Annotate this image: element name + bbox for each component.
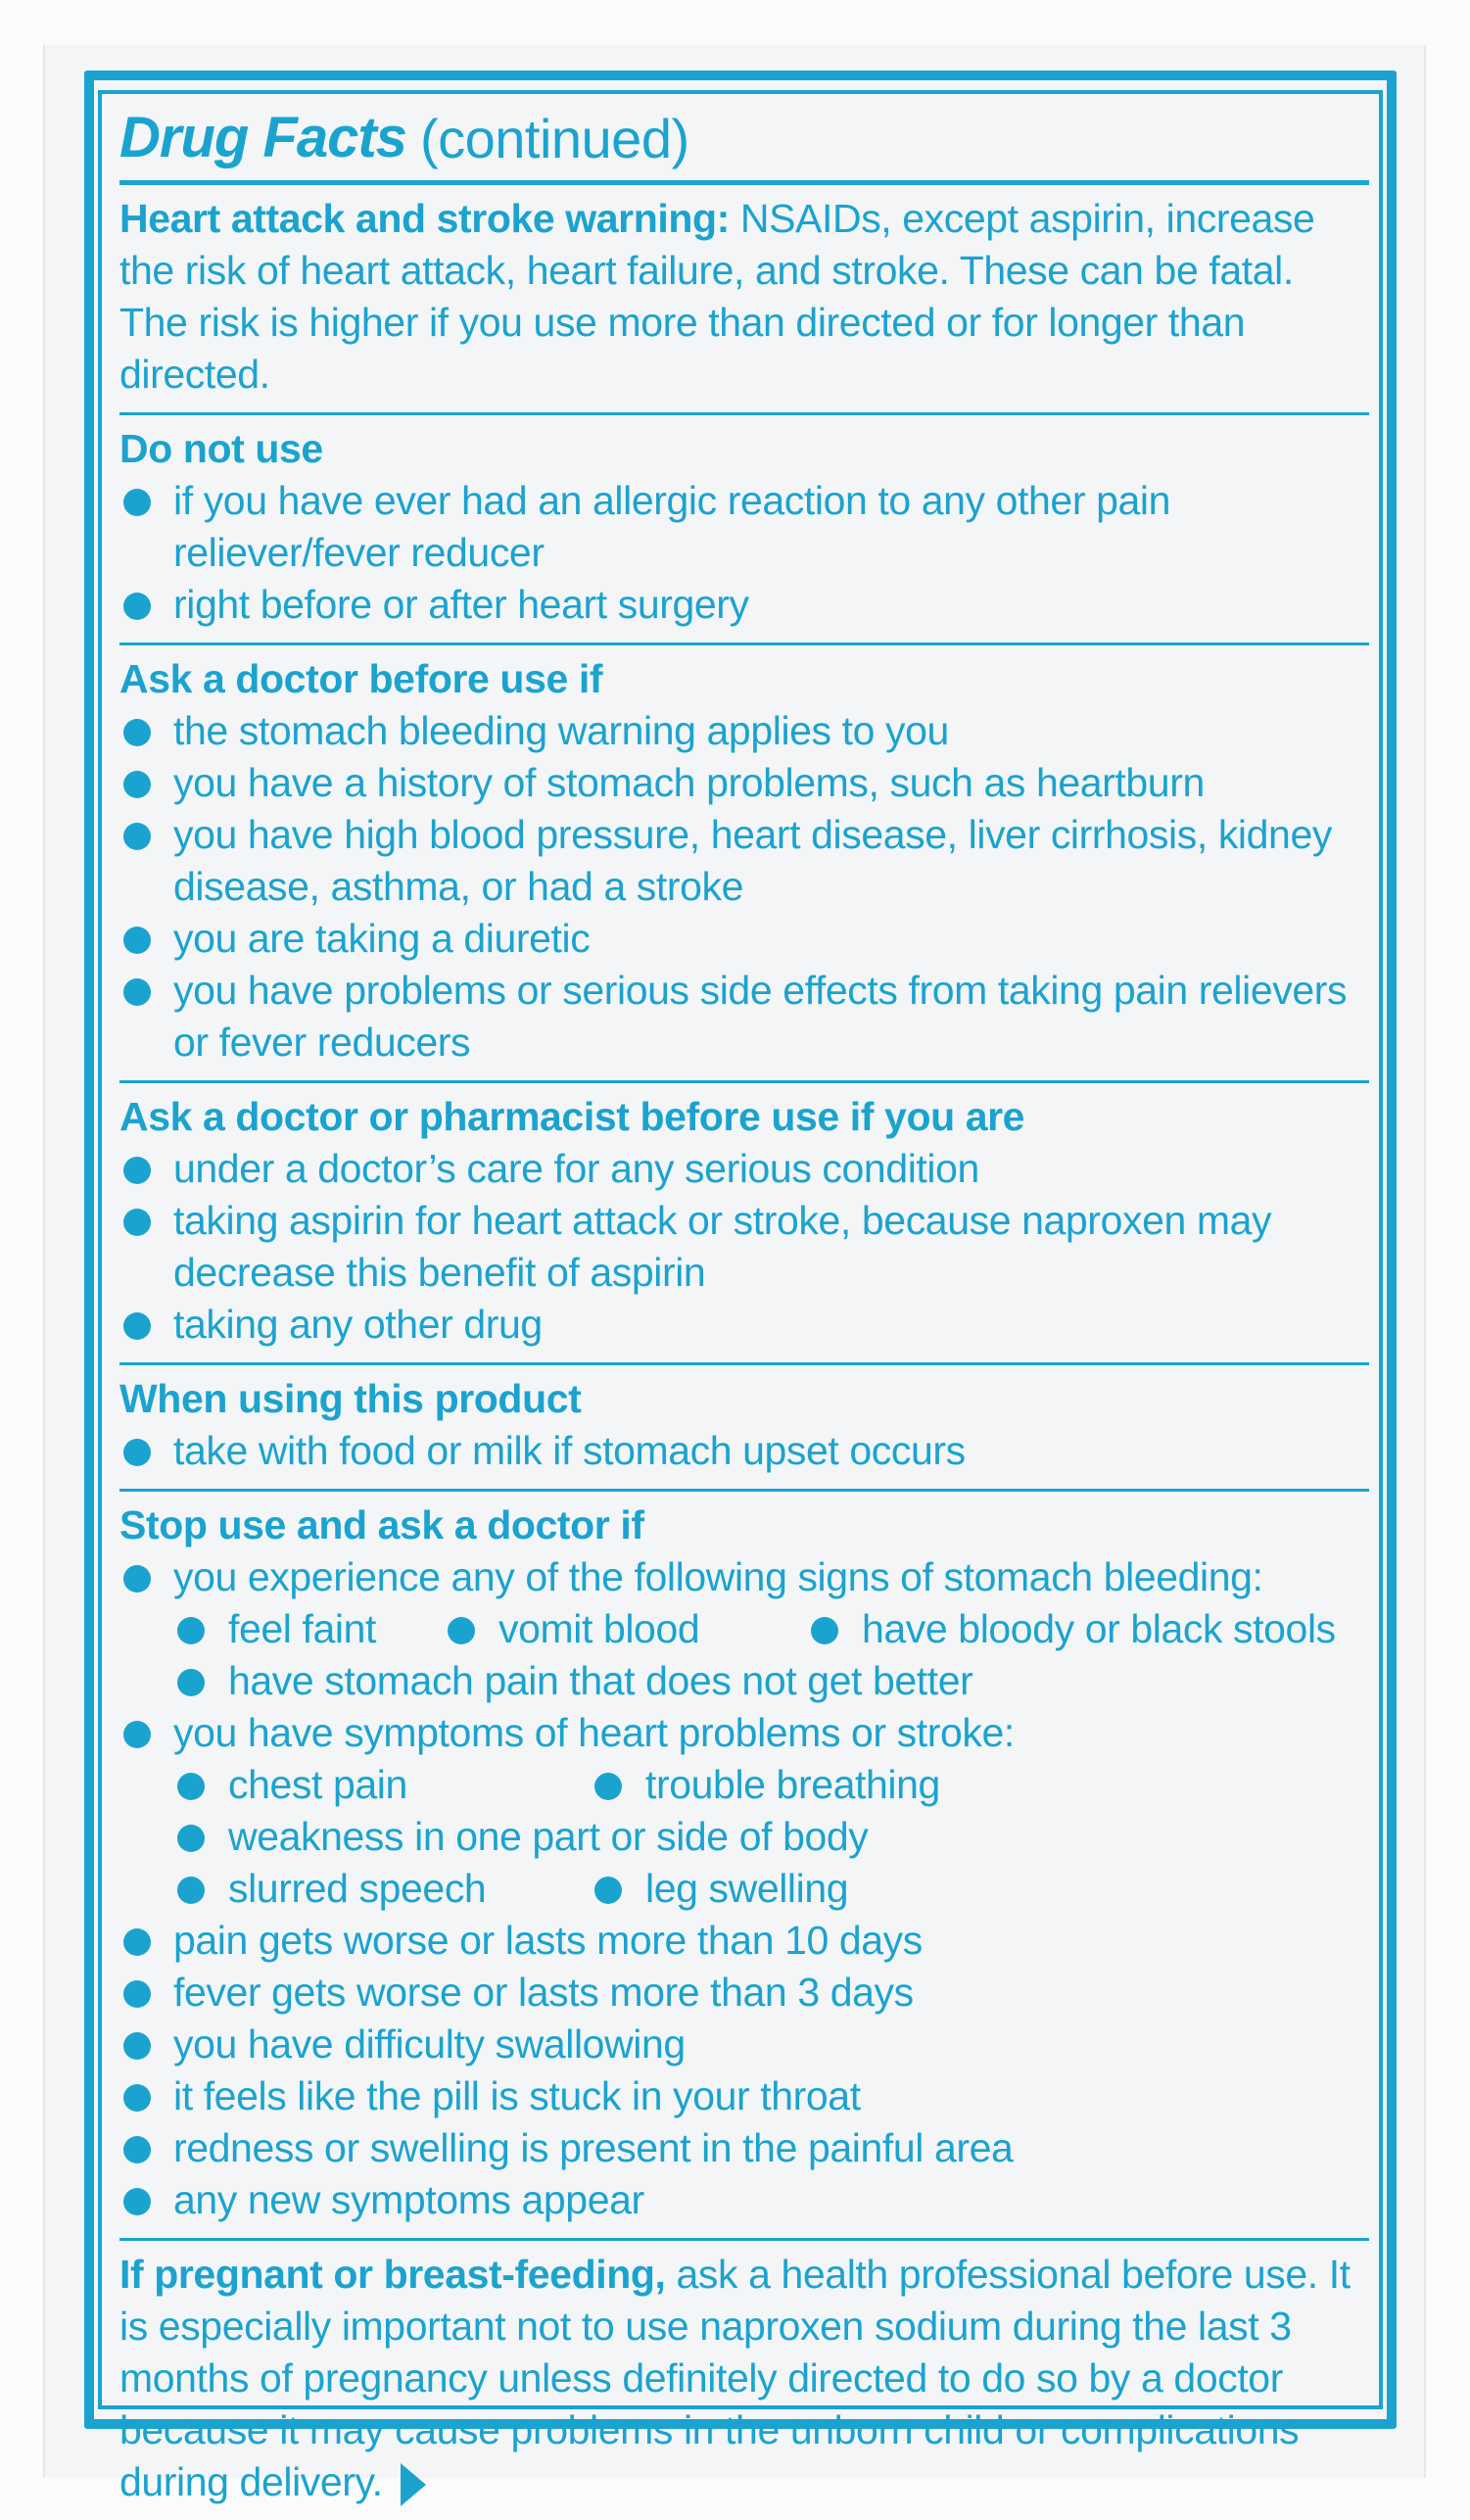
section-heading: Do not use — [119, 426, 323, 471]
section-heading: Stop use and ask a doctor if — [119, 1502, 644, 1547]
title-continued: (continued) — [419, 108, 689, 169]
heart-warning-heading: Heart attack and stroke warning: — [119, 196, 730, 241]
drug-facts-panel — [119, 98, 1369, 2520]
list-item: taking any other drug — [119, 1299, 1369, 1351]
sub-item: vomit blood — [444, 1603, 807, 1655]
ask-doctor-section — [119, 645, 1369, 1080]
section-heading: Ask a doctor before use if — [119, 656, 603, 701]
heart-signs — [119, 1759, 1369, 1915]
when-using-section — [119, 1365, 1369, 1489]
section-heading: When using this product — [119, 1376, 582, 1421]
list-item: you have problems or serious side effects from taking pain relievers or fever reducers — [119, 965, 1369, 1069]
pregnancy-text: ask a health professional before use. It is especially important not to use naproxen sodium during the last 3 months of pregnancy unless definitely directed to do so by a doctor because it may cause problems in the unborn child or complications during delivery. — [119, 2252, 1351, 2504]
sub-item: have bloody or black stools — [807, 1603, 1336, 1655]
list-item: pain gets worse or lasts more than 10 days — [119, 1915, 1369, 1967]
list-item: you experience any of the following signs of stomach bleeding: — [119, 1551, 1369, 1603]
pregnancy-heading: If pregnant or breast-feeding, — [119, 2252, 666, 2297]
sub-item: have stomach pain that does not get better — [173, 1655, 972, 1707]
ask-pharmacist-section — [119, 1083, 1369, 1362]
sub-item: feel faint — [173, 1603, 444, 1655]
list-item: redness or swelling is present in the painful area — [119, 2122, 1369, 2174]
title-bold: Drug Facts — [119, 106, 406, 169]
list-item: fever gets worse or lasts more than 3 days — [119, 1967, 1369, 2019]
list-item: right before or after heart surgery — [119, 579, 1369, 631]
list-item: taking aspirin for heart attack or stroke, because naproxen may decrease this benefit of aspirin — [119, 1195, 1369, 1299]
stop-use-section — [119, 1492, 1369, 2238]
list-item: if you have ever had an allergic reaction to any other pain reliever/fever reducer — [119, 475, 1369, 579]
sub-item: trouble breathing — [591, 1759, 940, 1811]
list-item: take with food or milk if stomach upset occurs — [119, 1425, 1369, 1477]
list-item: under a doctor’s care for any serious condition — [119, 1143, 1369, 1195]
sub-item: chest pain — [173, 1759, 591, 1811]
heart-warning-section — [119, 185, 1369, 412]
sub-item: weakness in one part or side of body — [173, 1811, 868, 1863]
list-item: you are taking a diuretic — [119, 913, 1369, 965]
sub-item: leg swelling — [591, 1863, 848, 1915]
list-item: you have difficulty swallowing — [119, 2019, 1369, 2070]
list-item: you have a history of stomach problems, such as heartburn — [119, 757, 1369, 809]
do-not-use-section — [119, 415, 1369, 642]
bleeding-signs — [119, 1603, 1369, 1707]
sub-item: slurred speech — [173, 1863, 591, 1915]
continue-arrow-icon — [401, 2463, 426, 2506]
list-item: you have high blood pressure, heart disease, liver cirrhosis, kidney disease, asthma, or had a stroke — [119, 809, 1369, 913]
section-heading: Ask a doctor or pharmacist before use if you are — [119, 1094, 1025, 1139]
pregnancy-section — [119, 2241, 1369, 2520]
list-item: it feels like the pill is stuck in your throat — [119, 2070, 1369, 2122]
heart-warning-text: NSAIDs, except aspirin, increase the risk of heart attack, heart failure, and stroke. These can be fatal. The risk is higher if you use more than directed or for longer than directed. — [119, 196, 1315, 397]
panel-title — [119, 98, 1369, 178]
list-item: the stomach bleeding warning applies to you — [119, 705, 1369, 757]
list-item: any new symptoms appear — [119, 2174, 1369, 2226]
list-item: you have symptoms of heart problems or stroke: — [119, 1707, 1369, 1759]
